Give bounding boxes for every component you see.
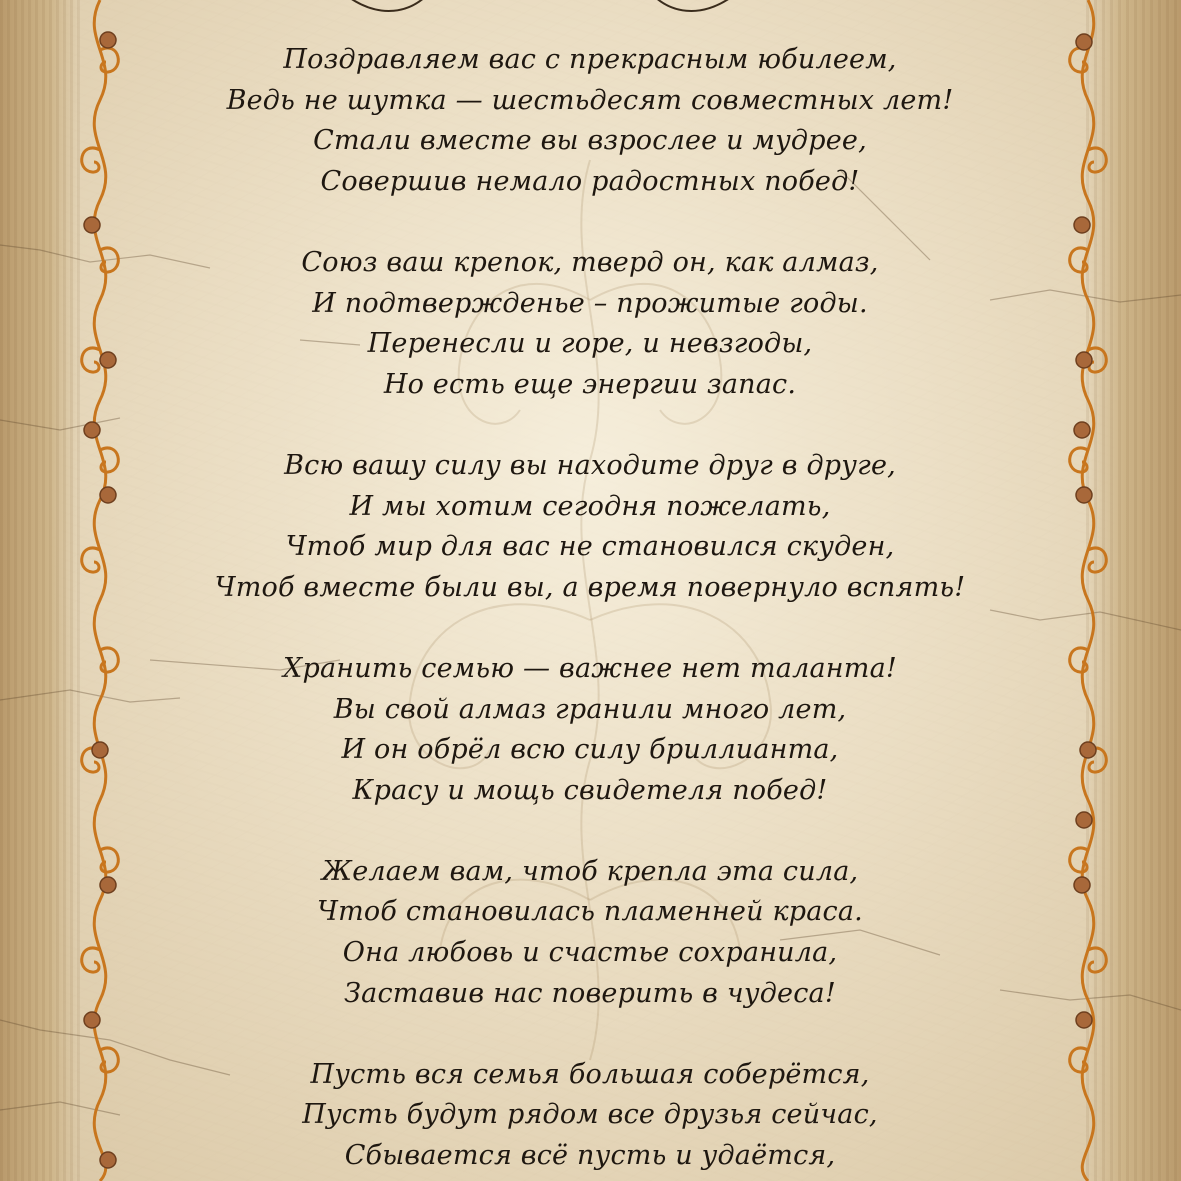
- top-flourish-ornament: [340, 0, 740, 18]
- poem-line: Всю вашу силу вы находите друг в друге,: [284, 449, 896, 481]
- poem-line: Красу и мощь свидетеля побед!: [352, 774, 828, 806]
- poem-line: Заставив нас поверить в чудеса!: [344, 977, 836, 1009]
- poem-line: Сбывается всё пусть и удаётся,: [344, 1140, 836, 1172]
- poem-line: Желаем вам, чтоб крепла эта сила,: [321, 855, 859, 887]
- poem-line: И мы хотим сегодня пожелать,: [349, 490, 831, 522]
- poem-text: [150, 40, 1030, 1181]
- poem-line: Пусть вся семья большая соберётся,: [310, 1058, 870, 1090]
- poem-line: Перенесли и горе, и невзгоды,: [367, 328, 813, 360]
- poem-line: Ведь не шутка — шестьдесят совместных лет!: [226, 84, 954, 116]
- stanza-3: [150, 446, 1030, 608]
- stanza-5: [150, 852, 1030, 1014]
- stanza-4: [150, 649, 1030, 811]
- poem-line: Она любовь и счастье сохранила,: [342, 937, 838, 969]
- right-filigree-border: [1058, 0, 1118, 1181]
- stanza-1: [150, 40, 1030, 202]
- poem-line: Союз ваш крепок, тверд он, как алмаз,: [301, 246, 879, 278]
- poem-line: Пусть будут рядом все друзья сейчас,: [302, 1099, 878, 1131]
- stanza-2: [150, 243, 1030, 405]
- poem-line: Совершив немало радостных побед!: [320, 165, 860, 197]
- poem-line: Вы свой алмаз гранили много лет,: [333, 693, 847, 725]
- poem-line: Чтоб становилась пламенней краса.: [317, 896, 863, 928]
- poem-line: Стали вместе вы взрослее и мудрее,: [313, 125, 867, 157]
- filigree-vine-icon: [1070, 0, 1107, 1181]
- poem-line: Но есть еще энергии запас.: [383, 368, 797, 400]
- poem-line: И он обрёл всю силу бриллианта,: [341, 734, 839, 766]
- stanza-6: [150, 1055, 1030, 1177]
- poem-line: Чтоб мир для вас не становился скуден,: [285, 531, 895, 563]
- filigree-vine-icon: [82, 0, 119, 1181]
- poem-line: Поздравляем вас с прекрасным юбилеем,: [283, 44, 897, 75]
- poem-line: Чтоб вместе были вы, а время повернуло вспять!: [214, 571, 966, 603]
- poem-line: И подтвержденье – прожитые годы.: [312, 287, 868, 319]
- left-filigree-border: [70, 0, 130, 1181]
- poem-line: Хранить семью — важнее нет таланта!: [283, 652, 897, 684]
